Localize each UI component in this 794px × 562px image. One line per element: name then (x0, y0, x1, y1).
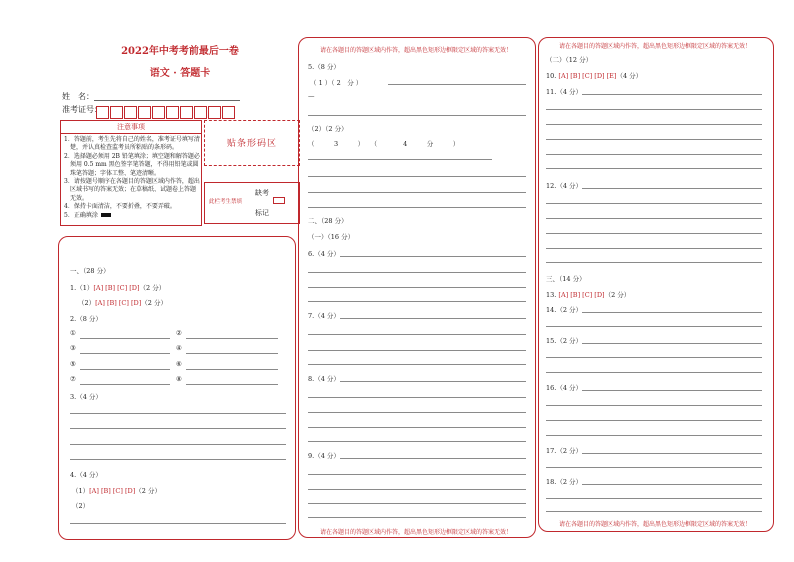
warning-banner: 请在各题目的答题区域内作答，超出黑色矩形边框限定区域的答案无效！ (319, 47, 512, 54)
q15-label: 15.（2 分） (546, 337, 583, 345)
answer-line[interactable] (546, 326, 762, 327)
blank-3-line[interactable] (80, 353, 170, 354)
q4-label: 4.（4 分） (70, 471, 102, 479)
notice-line: 无效。 (70, 194, 89, 202)
answer-line[interactable] (582, 453, 762, 454)
q7-label: 7.（4 分） (308, 312, 340, 320)
q4-part2: （2） (72, 502, 90, 510)
q4-part1: （1）[A] [B] [C] [D]（2 分） (72, 487, 161, 495)
absent-note: 此栏考生禁填 (209, 199, 243, 205)
answer-line[interactable] (582, 484, 762, 485)
notice-line: 珠笔答题；字体工整、笔迹清晰。 (70, 169, 161, 177)
answer-line[interactable] (546, 154, 762, 155)
answer-line[interactable] (340, 318, 526, 319)
answer-line[interactable] (308, 503, 526, 504)
answer-line[interactable] (308, 441, 526, 442)
absent-label: 标记 (255, 209, 269, 217)
answer-line[interactable] (308, 272, 526, 273)
q1-part1: 1.（1）[A] [B] [C] [D]（2 分） (70, 284, 166, 292)
q4-part1-options[interactable]: [A] [B] [C] [D] (89, 487, 136, 495)
warning-banner: 请在各题目的答题区域内作答，超出黑色矩形边框限定区域的答案无效！ (558, 43, 751, 50)
answer-line[interactable] (308, 397, 526, 398)
id-boxes[interactable] (96, 102, 236, 121)
blank-2-label: ② (176, 329, 182, 337)
q1-part2: （2）[A] [B] [C] [D]（2 分） (78, 299, 167, 307)
answer-line[interactable] (582, 312, 762, 313)
notice-line: 4．保持卡面清洁，不要折叠，不要弄破。 (64, 203, 176, 211)
notice-line: 1．答题前，考生先将自己的姓名，准考证号填写清 (64, 136, 200, 143)
q5-part2: （2）（2 分） (308, 125, 348, 133)
answer-line[interactable] (340, 458, 526, 459)
notice-line: 3．请按题号顺序在各题目的答题区域内作答，超出 (64, 178, 200, 186)
absent-box (204, 182, 300, 224)
q13-options[interactable]: [A] [B] [C] [D] (558, 291, 605, 299)
answer-line[interactable] (308, 364, 526, 365)
answer-line[interactable] (546, 233, 762, 234)
blank-8-line[interactable] (186, 384, 278, 385)
answer-line[interactable] (308, 159, 492, 160)
answer-line[interactable] (308, 350, 526, 351)
q1-part2-options[interactable]: [A] [B] [C] [D] (95, 299, 142, 307)
answer-line[interactable] (388, 84, 526, 85)
answer-line[interactable] (546, 248, 762, 249)
answer-line[interactable] (546, 168, 762, 169)
answer-line[interactable] (70, 428, 286, 429)
q6-label: 6.（4 分） (308, 250, 340, 258)
answer-box-3 (538, 37, 774, 532)
answer-line[interactable] (340, 381, 526, 382)
answer-line[interactable] (308, 427, 526, 428)
answer-line[interactable] (546, 372, 762, 373)
q12-label: 12.（4 分） (546, 182, 583, 190)
answer-line[interactable] (340, 256, 526, 257)
blank-2-line[interactable] (186, 338, 278, 339)
fill-sample-mark (101, 213, 111, 217)
blank-8-label: ⑧ (176, 375, 182, 383)
answer-line[interactable] (308, 474, 526, 475)
answer-line[interactable] (308, 192, 526, 193)
notice-title: 注意事项 (61, 121, 201, 134)
answer-line[interactable] (308, 287, 526, 288)
q1-part1-options[interactable]: [A] [B] [C] [D] (93, 284, 140, 292)
sheet-title: 2022年中考考前最后一卷 (121, 46, 239, 57)
absent-checkbox[interactable] (273, 197, 285, 204)
section-3-heading: 三、（14 分） (546, 275, 586, 283)
q13: 13. [A] [B] [C] [D]（2 分） (546, 291, 631, 299)
blank-6-label: ⑥ (176, 360, 182, 368)
q16-label: 16.（4 分） (546, 384, 583, 392)
q11-label: 11.（4 分） (546, 88, 583, 96)
dash-mark: — (308, 92, 315, 100)
blank-5-label: ⑤ (70, 360, 76, 368)
warning-banner: 请在各题目的答题区域内作答，超出黑色矩形边框限定区域的答案无效！ (558, 521, 751, 528)
blank-6-line[interactable] (186, 369, 278, 370)
answer-line[interactable] (308, 207, 526, 208)
answer-line[interactable] (582, 390, 762, 391)
q2-label: 2.（8 分） (70, 315, 102, 323)
blank-7-line[interactable] (80, 384, 170, 385)
answer-line[interactable] (546, 218, 762, 219)
q9-label: 9.（4 分） (308, 452, 340, 460)
subsection-1-heading: （一）（16 分） (308, 233, 355, 241)
answer-line[interactable] (308, 412, 526, 413)
notice-line: 须用 0.5 mm 黑色签字笔答题，不得用铅笔或圆 (70, 161, 199, 169)
q3-label: 3.（4 分） (70, 393, 102, 401)
answer-line[interactable] (582, 343, 762, 344)
barcode-area (204, 120, 300, 166)
answer-line[interactable] (308, 489, 526, 490)
answer-line[interactable] (308, 334, 526, 335)
answer-line[interactable] (582, 188, 762, 189)
answer-line[interactable] (546, 405, 762, 406)
answer-line[interactable] (546, 203, 762, 204)
notice-line: 楚，并认真检查监考员所粘贴的条形码。 (70, 144, 179, 152)
q17-label: 17.（2 分） (546, 447, 583, 455)
answer-line[interactable] (582, 94, 762, 95)
answer-line[interactable] (70, 444, 286, 445)
answer-line[interactable] (308, 176, 526, 177)
answer-line[interactable] (308, 301, 526, 302)
answer-line[interactable] (70, 523, 286, 524)
blank-7-label: ⑦ (70, 375, 76, 383)
section-1-heading: 一、（28 分） (70, 267, 110, 275)
q10: 10. [A] [B] [C] [D] [E]（4 分） (546, 72, 643, 80)
q5-part2-note: （ 3 ） （ 4 分 ） (308, 140, 460, 148)
q10-options[interactable]: [A] [B] [C] [D] [E] (558, 72, 617, 80)
subsection-2-heading: （二）（12 分） (546, 56, 593, 64)
notice-box (60, 120, 202, 226)
answer-line[interactable] (546, 124, 762, 125)
name-field[interactable] (94, 100, 240, 101)
answer-line[interactable] (308, 115, 526, 116)
q18-label: 18.（2 分） (546, 478, 583, 486)
answer-line[interactable] (546, 511, 762, 512)
answer-line[interactable] (546, 357, 762, 358)
q5-part1: （ 1 ）（ 2 分 ） (310, 79, 363, 87)
answer-line[interactable] (546, 467, 762, 468)
blank-5-line[interactable] (80, 369, 170, 370)
notice-line: 区域书写的答案无效；在草稿纸、试题卷上答题 (70, 186, 197, 194)
barcode-label: 贴条形码区 (226, 139, 277, 149)
answer-line[interactable] (546, 420, 762, 421)
blank-4-line[interactable] (186, 353, 278, 354)
q8-label: 8.（4 分） (308, 375, 340, 383)
fill-example: 5．正确填涂 (64, 212, 198, 220)
sheet-subtitle: 语文 · 答题卡 (149, 68, 211, 79)
answer-line[interactable] (546, 498, 762, 499)
answer-line[interactable] (546, 435, 762, 436)
blank-1-line[interactable] (80, 338, 170, 339)
answer-line[interactable] (70, 459, 286, 460)
id-label: 准考证号： (62, 105, 102, 114)
warning-banner: 请在各题目的答题区域内作答，超出黑色矩形边框限定区域的答案无效！ (319, 529, 512, 536)
blank-1-label: ① (70, 329, 76, 337)
answer-line[interactable] (308, 517, 526, 518)
blank-4-label: ④ (176, 344, 182, 352)
section-2-heading: 二、（28 分） (308, 217, 348, 225)
notice-line: 2．选择题必须用 2B 铅笔填涂；填空题和解答题必 (64, 152, 200, 160)
answer-line[interactable] (546, 109, 762, 110)
answer-line[interactable] (70, 413, 286, 414)
answer-line[interactable] (546, 262, 762, 263)
q5-label: 5.（8 分） (308, 63, 340, 71)
absent-label: 缺考 (255, 189, 269, 197)
answer-line[interactable] (546, 139, 762, 140)
blank-3-label: ③ (70, 344, 76, 352)
name-label: 姓 名： (62, 92, 94, 101)
q14-label: 14.（2 分） (546, 306, 583, 314)
